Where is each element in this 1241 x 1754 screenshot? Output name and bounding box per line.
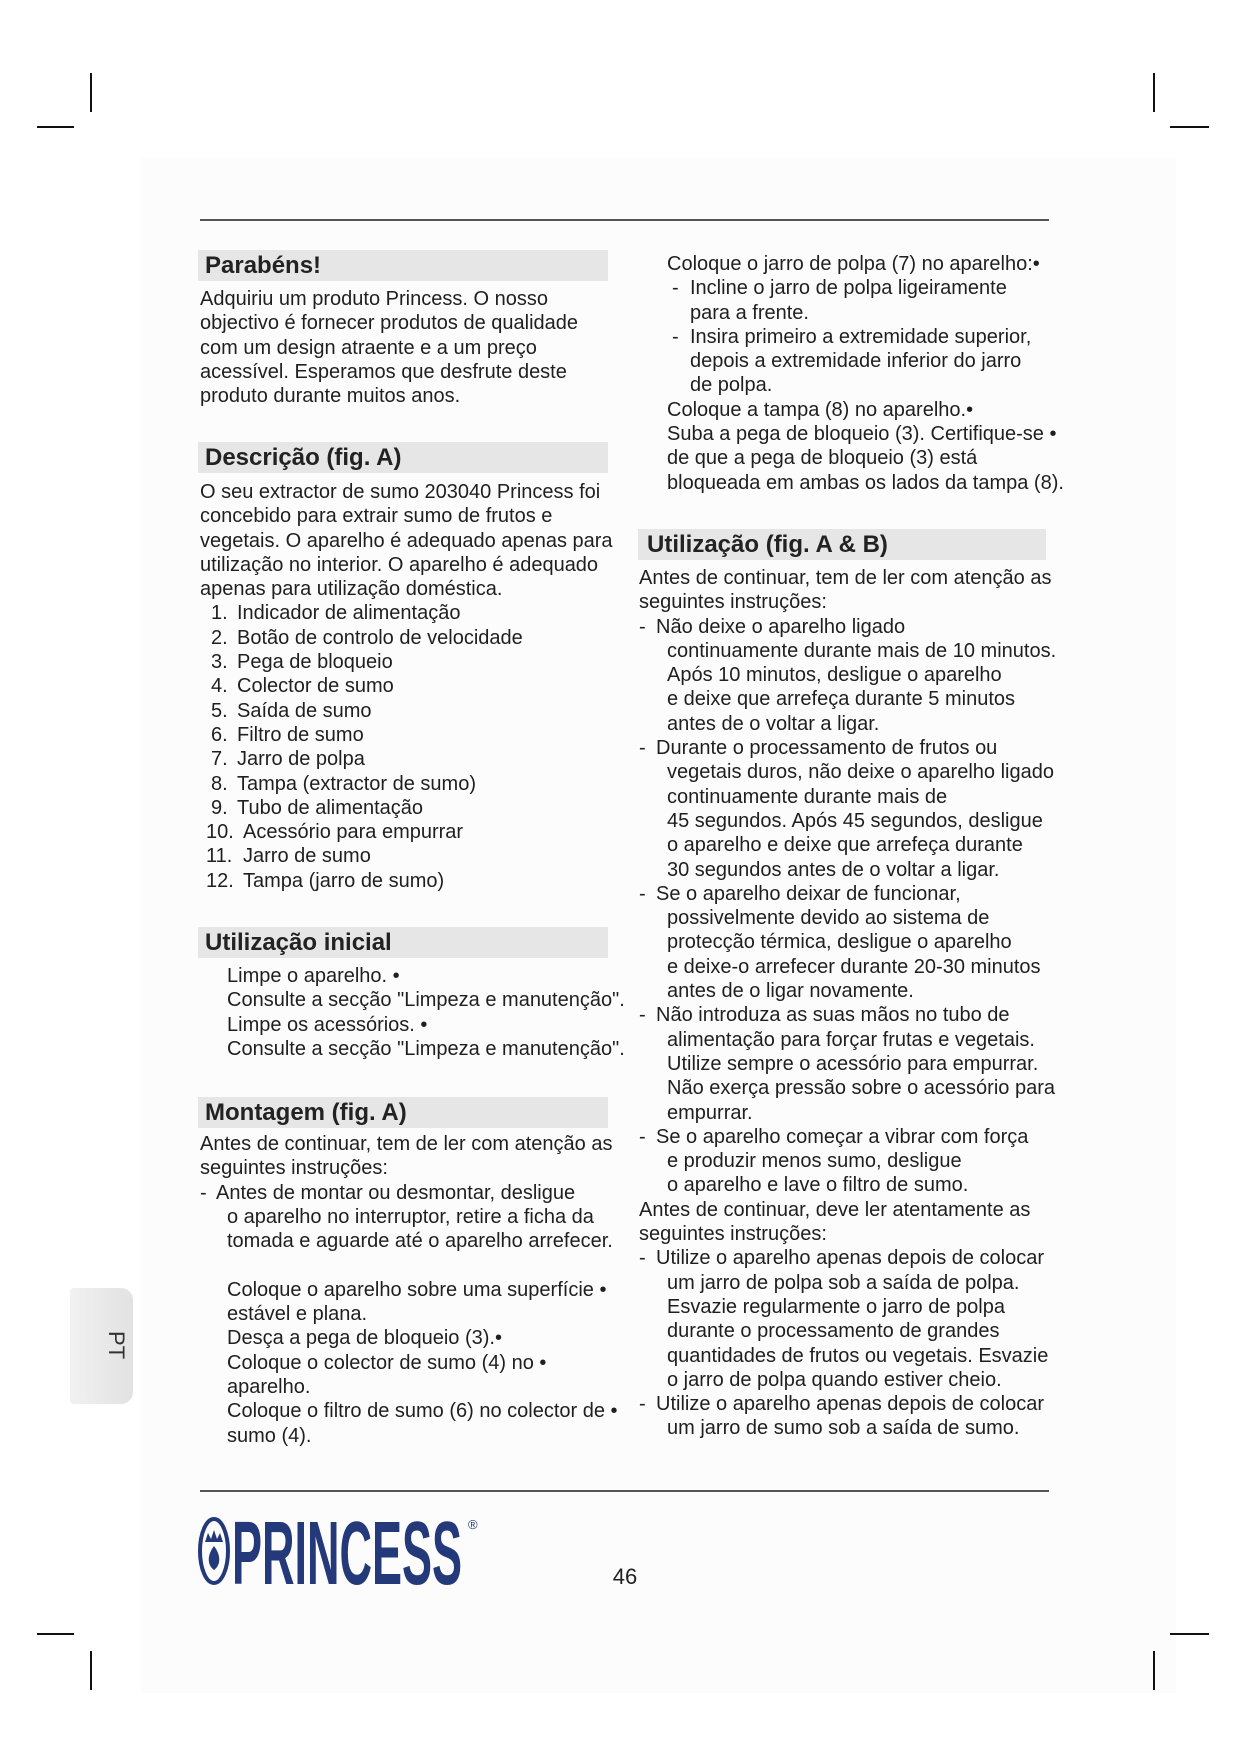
- dash-item-line: [639, 1125, 1056, 1149]
- text-line: seguintes instruções:: [639, 1223, 827, 1246]
- text-line: Não exerça pressão sobre o acessório para: [667, 1077, 1055, 1100]
- brand-wordmark: PRINCESS: [232, 1512, 462, 1592]
- emblem-crown: [205, 1530, 223, 1542]
- dash-item-line: [639, 615, 1056, 639]
- text-line: protecção térmica, desligue o aparelho: [667, 931, 1012, 954]
- text-line: alimentação para forçar frutas e vegetais.: [667, 1028, 1035, 1051]
- page-number: 46: [612, 1564, 638, 1589]
- text-line: Suba a pega de bloqueio (3). Certifique-se •: [667, 423, 1057, 446]
- text-line: produto durante muitos anos.: [200, 385, 461, 408]
- dash-item-line: [639, 1246, 1056, 1270]
- text-line: Consulte a secção "Limpeza e manutenção".: [227, 1037, 625, 1060]
- crop-mark-bottom-left-vertical: [90, 1651, 92, 1690]
- text-line: um jarro de polpa sob a saída de polpa.: [667, 1271, 1020, 1294]
- text-line: com um design atraente e a um preço: [200, 336, 537, 359]
- text-line: de polpa.: [690, 374, 773, 397]
- text-line: para a frente.: [690, 301, 809, 324]
- part-label: Pega de bloqueio: [237, 651, 393, 674]
- part-item: [200, 796, 613, 820]
- text-line: quantidades de frutos ou vegetais. Esvazie: [667, 1344, 1049, 1367]
- text-line: Após 10 minutos, desligue o aparelho: [667, 664, 1002, 687]
- language-tab: [70, 1288, 133, 1404]
- dash-marker: -: [639, 1393, 646, 1416]
- dash-marker: -: [672, 325, 679, 348]
- text-line: Coloque a tampa (8) no aparelho.•: [667, 398, 974, 421]
- part-label: Tampa (jarro de sumo): [243, 869, 445, 892]
- dash-marker: -: [639, 737, 646, 760]
- text-line: o aparelho e lave o filtro de sumo.: [667, 1174, 969, 1197]
- text-line: concebido para extrair sumo de frutos e: [200, 505, 553, 528]
- dash-item-line: [667, 276, 1064, 300]
- item-text: Utilize o aparelho apenas depois de colocar: [656, 1393, 1045, 1416]
- dash-marker: -: [672, 277, 679, 300]
- text-line: e deixe que arrefeça durante 5 minutos: [667, 688, 1015, 711]
- text-line: estável e plana.: [227, 1303, 368, 1326]
- item-text: Não deixe o aparelho ligado: [656, 615, 906, 638]
- emblem-drop: [209, 1546, 220, 1570]
- part-label: Tubo de alimentação: [237, 796, 424, 819]
- item-text: Se o aparelho começar a vibrar com força: [656, 1125, 1029, 1148]
- text-line: Consulte a secção "Limpeza e manutenção".: [227, 989, 625, 1012]
- part-item: [200, 747, 613, 771]
- princess-logo: [196, 1512, 486, 1592]
- text-line: Esvazie regularmente o jarro de polpa: [667, 1295, 1005, 1318]
- part-number: 8.: [211, 772, 228, 795]
- part-item: [200, 820, 613, 844]
- part-number: 7.: [211, 748, 228, 771]
- dash-marker: -: [200, 1181, 207, 1204]
- dash-marker: -: [639, 1247, 646, 1270]
- text-line: e deixe-o arrefecer durante 20-30 minutos: [667, 955, 1041, 978]
- first-use-section: [200, 964, 625, 1061]
- text-line: Antes de continuar, deve ler atentamente as: [639, 1198, 1031, 1221]
- text-line: e produzir menos sumo, desligue: [667, 1150, 962, 1173]
- part-label: Botão de controlo de velocidade: [237, 626, 523, 649]
- part-label: Saída de sumo: [237, 699, 372, 722]
- crop-mark-top-left-horizontal: [37, 126, 74, 128]
- item-text: Incline o jarro de polpa ligeiramente: [690, 277, 1007, 300]
- assembly-section: [200, 1132, 618, 1448]
- part-item: [200, 626, 613, 650]
- text-line: Antes de continuar, tem de ler com atenção as: [200, 1133, 613, 1155]
- part-label: Filtro de sumo: [237, 723, 364, 746]
- part-item: [200, 674, 613, 698]
- text-line: objectivo é fornecer produtos de qualidade: [200, 312, 579, 335]
- part-label: Colector de sumo: [237, 675, 394, 698]
- text-line: 30 segundos antes de o voltar a ligar.: [667, 858, 1000, 881]
- part-number: 4.: [211, 675, 228, 698]
- text-line: Coloque o aparelho sobre uma superfície •: [227, 1278, 607, 1301]
- text-line: antes de o voltar a ligar.: [667, 712, 880, 735]
- dash-marker: -: [639, 882, 646, 905]
- section-heading-use: Utilização (fig. A & B): [638, 529, 1046, 560]
- language-tab-label: PT: [104, 1330, 129, 1360]
- text-line: acessível. Esperamos que desfrute deste: [200, 360, 567, 383]
- part-label: Acessório para empurrar: [243, 821, 464, 844]
- text-line: durante o processamento de grandes: [667, 1320, 1000, 1343]
- text-line: Coloque o colector de sumo (4) no •: [227, 1351, 547, 1374]
- text-line: aparelho.: [227, 1375, 311, 1398]
- text-line: Antes de continuar, tem de ler com atenção as: [639, 567, 1052, 589]
- part-number: 3.: [211, 651, 228, 674]
- text-line: o aparelho e deixe que arrefeça durante: [667, 834, 1023, 857]
- section-heading-description: Descrição (fig. A): [198, 442, 608, 473]
- top-rule: [200, 219, 1049, 221]
- text-line: o jarro de polpa quando estiver cheio.: [667, 1368, 1002, 1391]
- text-line: Coloque o jarro de polpa (7) no aparelho:•: [667, 253, 1040, 275]
- part-label: Jarro de sumo: [243, 845, 371, 868]
- dash-item-line: [639, 1392, 1056, 1416]
- text-line: empurrar.: [667, 1101, 753, 1124]
- crop-mark-bottom-right-vertical: [1153, 1651, 1155, 1690]
- crown-emblem-icon: [200, 1519, 228, 1583]
- section-heading-assembly: Montagem (fig. A): [198, 1097, 608, 1128]
- text-line: sumo (4).: [227, 1424, 312, 1447]
- text-line: utilização no interior. O aparelho é adequado: [200, 553, 599, 576]
- text-line: apenas para utilização doméstica.: [200, 578, 503, 601]
- dash-item-line: [667, 325, 1064, 349]
- part-item: [200, 699, 613, 723]
- dash-marker: -: [639, 1004, 646, 1027]
- part-number: 11.: [206, 845, 233, 868]
- dash-item-line: [639, 1003, 1056, 1027]
- dash-marker: -: [639, 1125, 646, 1148]
- crop-mark-top-left-vertical: [90, 73, 92, 112]
- description-section: [200, 480, 613, 893]
- text-line: possivelmente devido ao sistema de: [667, 907, 990, 930]
- item-text: Não introduza as suas mãos no tubo de: [656, 1004, 1010, 1027]
- part-number: 2.: [211, 626, 228, 649]
- text-line: o aparelho no interruptor, retire a ficha da: [227, 1205, 594, 1228]
- text-line: continuamente durante mais de: [667, 785, 948, 808]
- crop-mark-bottom-right-horizontal: [1170, 1633, 1209, 1635]
- part-number: 10.: [206, 821, 234, 844]
- bottom-rule: [200, 1490, 1049, 1492]
- text-line: Utilize sempre o acessório para empurrar.: [667, 1052, 1039, 1075]
- item-text: Insira primeiro a extremidade superior,: [690, 325, 1032, 348]
- text-line: seguintes instruções:: [200, 1157, 388, 1180]
- text-line: Adquiriu um produto Princess. O nosso: [200, 288, 548, 310]
- text-line: seguintes instruções:: [639, 591, 827, 614]
- item-text: Utilize o aparelho apenas depois de colocar: [656, 1247, 1045, 1270]
- section-heading-congrats: Parabéns!: [198, 250, 608, 281]
- dash-item-line: [639, 882, 1056, 906]
- part-label: Tampa (extractor de sumo): [237, 772, 476, 795]
- text-line: bloqueada em ambas os lados da tampa (8).: [667, 471, 1064, 494]
- crop-mark-bottom-left-horizontal: [37, 1633, 74, 1635]
- part-item: [200, 601, 613, 625]
- part-item: [200, 650, 613, 674]
- text-line: um jarro de sumo sob a saída de sumo.: [667, 1417, 1020, 1440]
- dash-marker: -: [639, 615, 646, 638]
- registered-mark: ®: [468, 1517, 478, 1532]
- part-item: [200, 723, 613, 747]
- part-number: 9.: [211, 796, 228, 819]
- text-line: antes de o ligar novamente.: [667, 980, 914, 1003]
- text-line: tomada e aguarde até o aparelho arrefecer.: [227, 1230, 613, 1253]
- dash-item-line: [200, 1181, 618, 1205]
- text-line: depois a extremidade inferior do jarro: [690, 350, 1022, 373]
- part-item: [200, 844, 613, 868]
- part-label: Jarro de polpa: [237, 748, 365, 771]
- text-line: O seu extractor de sumo 203040 Princess foi: [200, 481, 601, 503]
- item-text: Durante o processamento de frutos ou: [656, 737, 998, 760]
- assembly-continued: [667, 252, 1064, 495]
- text-line: Desça a pega de bloqueio (3).•: [227, 1327, 502, 1350]
- item-text: Se o aparelho deixar de funcionar,: [656, 882, 961, 905]
- crop-mark-top-right-horizontal: [1170, 126, 1209, 128]
- text-line: continuamente durante mais de 10 minutos.: [667, 639, 1057, 662]
- text-line: Limpe os acessórios. •: [227, 1013, 428, 1036]
- congrats-paragraph: [200, 287, 578, 408]
- part-number: 5.: [211, 699, 228, 722]
- text-line: Limpe o aparelho. •: [227, 965, 400, 987]
- text-line: vegetais. O aparelho é adequado apenas para: [200, 529, 613, 552]
- text-line: Coloque o filtro de sumo (6) no colector de •: [227, 1400, 618, 1423]
- dash-item-line: [639, 736, 1056, 760]
- text-line: de que a pega de bloqueio (3) está: [667, 447, 978, 470]
- part-number: 12.: [206, 869, 234, 892]
- part-number: 1.: [211, 602, 228, 625]
- part-item: [200, 772, 613, 796]
- part-number: 6.: [211, 723, 228, 746]
- text-line: vegetais duros, não deixe o aparelho ligado: [667, 761, 1054, 784]
- part-label: Indicador de alimentação: [237, 602, 461, 625]
- text-line: 45 segundos. Após 45 segundos, desligue: [667, 809, 1043, 832]
- part-item: [200, 869, 613, 893]
- item-text: Antes de montar ou desmontar, desligue: [216, 1181, 576, 1204]
- section-heading-first-use: Utilização inicial: [198, 927, 608, 958]
- blank-line: [200, 1253, 618, 1277]
- crop-mark-top-right-vertical: [1153, 73, 1155, 112]
- use-section: [639, 566, 1056, 1441]
